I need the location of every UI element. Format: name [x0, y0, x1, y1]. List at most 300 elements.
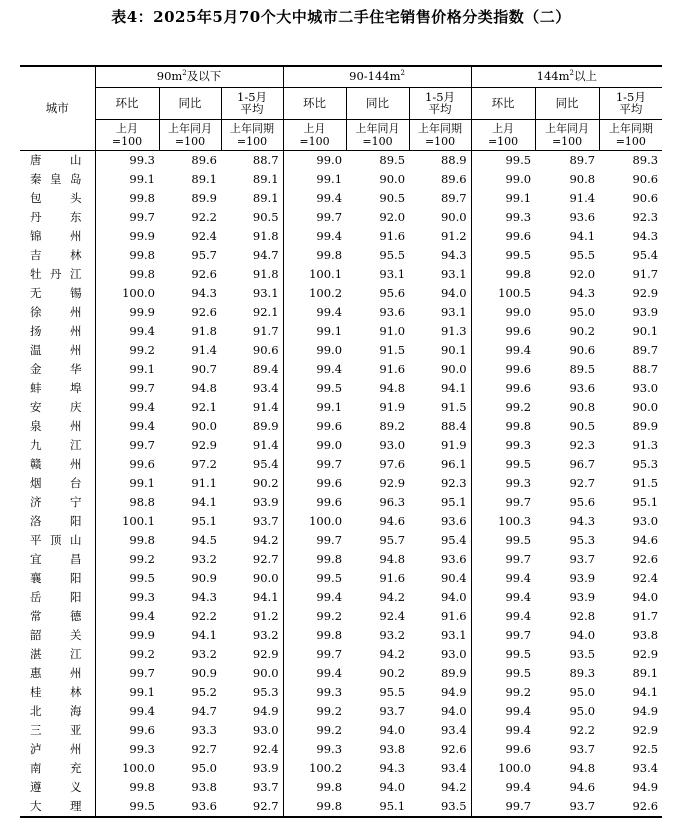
index-value-cell: 95.7: [379, 532, 406, 547]
index-value-cell: 94.8: [379, 380, 406, 395]
index-value-cell: 95.5: [379, 247, 406, 262]
index-value-cell: 92.2: [569, 722, 596, 737]
index-value-cell: 99.7: [283, 208, 346, 227]
index-value-cell: 90.9: [191, 570, 217, 585]
index-value-cell: 95.1: [346, 797, 409, 817]
index-value-cell: 92.6: [191, 266, 217, 281]
index-value-cell: 95.5: [569, 247, 596, 262]
index-value-cell: 99.8: [129, 266, 155, 281]
index-value-cell: 91.2: [252, 608, 279, 623]
index-value-cell: 93.9: [569, 570, 596, 585]
index-value-cell: 99.1: [471, 189, 535, 208]
index-value-cell: 99.7: [283, 531, 346, 550]
city-cell: 泉州: [20, 417, 95, 436]
index-value-cell: 90.8: [569, 171, 596, 186]
index-value-cell: 94.3: [569, 513, 596, 528]
index-value-cell: 99.8: [283, 246, 346, 265]
index-value-cell: 90.0: [252, 570, 279, 585]
index-value-cell: 99.5: [95, 797, 159, 817]
index-value-cell: 99.8: [283, 626, 346, 645]
city-cell: 赣州: [20, 455, 95, 474]
index-value-cell: 99.3: [471, 208, 535, 227]
table-row: [20, 436, 662, 455]
index-value-cell: 93.9: [569, 589, 596, 604]
index-value-cell: 90.5: [569, 418, 596, 433]
index-value-cell: 91.0: [379, 323, 406, 338]
sub-header-yoy: 同比: [346, 88, 409, 120]
index-value-cell: 92.9: [191, 437, 217, 452]
index-value-cell: 91.4: [252, 399, 279, 414]
table-row: [20, 379, 662, 398]
index-value-cell: 99.5: [471, 645, 535, 664]
index-value-cell: 99.2: [283, 721, 346, 740]
index-value-cell: 93.7: [569, 551, 596, 566]
index-value-cell: 99.2: [283, 702, 346, 721]
index-value-cell: 94.1: [569, 228, 596, 243]
index-value-cell: 99.2: [129, 646, 155, 661]
base-header-mom: 上月 =100: [471, 120, 535, 151]
index-value-cell: 89.6: [191, 152, 217, 167]
table-row: [20, 607, 662, 626]
table-row: [20, 626, 662, 645]
index-value-cell: 91.3: [440, 323, 467, 338]
index-value-cell: 93.6: [440, 551, 467, 566]
city-cell: 扬州: [20, 322, 95, 341]
index-value-cell: 91.5: [632, 475, 659, 490]
index-value-cell: 92.9: [632, 285, 659, 300]
index-value-cell: 91.9: [440, 437, 467, 452]
index-value-cell: 92.9: [632, 722, 659, 737]
index-value-cell: 90.6: [569, 342, 596, 357]
index-value-cell: 99.6: [471, 322, 535, 341]
index-value-cell: 91.4: [191, 342, 217, 357]
index-value-cell: 94.9: [252, 703, 279, 718]
index-value-cell: 91.6: [379, 570, 406, 585]
group-header-small: $90m^2$及以下: [95, 66, 283, 88]
city-cell: 岳阳: [20, 588, 95, 607]
table-row: [20, 246, 662, 265]
index-value-cell: 93.6: [159, 797, 221, 817]
index-value-cell: 94.1: [632, 684, 659, 699]
index-value-cell: 91.6: [440, 608, 467, 623]
table-row: [20, 550, 662, 569]
index-value-cell: 99.6: [129, 456, 155, 471]
index-value-cell: 99.8: [129, 779, 155, 794]
index-value-cell: 93.2: [191, 551, 217, 566]
index-value-cell: 90.2: [379, 665, 406, 680]
index-value-cell: 91.4: [252, 437, 279, 452]
index-value-cell: 90.6: [252, 342, 279, 357]
base-header-yoy: 上年同月 =100: [535, 120, 599, 151]
index-value-cell: 94.0: [569, 627, 596, 642]
index-value-cell: 95.3: [632, 456, 659, 471]
index-value-cell: 100.1: [283, 265, 346, 284]
table-row: [20, 645, 662, 664]
index-value-cell: 93.0: [632, 513, 659, 528]
index-value-cell: 88.7: [252, 152, 279, 167]
index-value-cell: 91.3: [632, 437, 659, 452]
index-value-cell: 99.1: [283, 170, 346, 189]
index-value-cell: 99.7: [471, 550, 535, 569]
index-value-cell: 94.3: [191, 589, 217, 604]
index-value-cell: 99.4: [129, 323, 155, 338]
index-value-cell: 93.5: [569, 646, 596, 661]
index-value-cell: 100.3: [471, 512, 535, 531]
index-value-cell: 99.8: [471, 265, 535, 284]
city-cell: 徐州: [20, 303, 95, 322]
city-cell: 北海: [20, 702, 95, 721]
index-value-cell: 99.2: [471, 683, 535, 702]
index-value-cell: 99.4: [283, 189, 346, 208]
index-value-cell: 99.3: [283, 740, 346, 759]
index-value-cell: 89.1: [252, 190, 279, 205]
index-value-cell: 91.4: [569, 190, 596, 205]
index-value-cell: 90.2: [252, 475, 279, 490]
index-value-cell: 90.9: [191, 665, 217, 680]
index-value-cell: 99.4: [471, 778, 535, 797]
index-value-cell: 99.5: [129, 570, 155, 585]
index-value-cell: 95.1: [632, 494, 659, 509]
table-row: [20, 322, 662, 341]
index-value-cell: 99.4: [471, 607, 535, 626]
table-row: [20, 531, 662, 550]
index-value-cell: 93.9: [252, 494, 279, 509]
index-value-cell: 89.6: [440, 171, 467, 186]
index-value-cell: 99.5: [283, 569, 346, 588]
index-value-cell: 99.6: [283, 417, 346, 436]
base-header-yoy: 上年同月 =100: [159, 120, 221, 151]
index-value-cell: 92.9: [252, 646, 279, 661]
city-cell: 锦州: [20, 227, 95, 246]
index-value-cell: 96.7: [569, 456, 596, 471]
index-value-cell: 100.0: [283, 512, 346, 531]
index-value-cell: 95.1: [440, 494, 467, 509]
index-value-cell: 94.1: [191, 494, 217, 509]
index-value-cell: 93.1: [379, 266, 406, 281]
index-value-cell: 93.6: [440, 513, 467, 528]
index-value-cell: 93.7: [569, 741, 596, 756]
index-value-cell: 89.5: [569, 361, 596, 376]
table-row: [20, 683, 662, 702]
index-value-cell: 89.7: [569, 152, 596, 167]
index-value-cell: 93.2: [379, 627, 406, 642]
table-row: [20, 721, 662, 740]
city-cell: 牡丹江: [20, 265, 95, 284]
index-value-cell: 89.9: [252, 418, 279, 433]
index-value-cell: 93.9: [632, 304, 659, 319]
index-value-cell: 99.5: [471, 455, 535, 474]
index-value-cell: 94.3: [632, 228, 659, 243]
index-value-cell: 99.9: [129, 304, 155, 319]
index-value-cell: 92.7: [252, 551, 279, 566]
index-value-cell: 93.6: [379, 304, 406, 319]
index-value-cell: 93.6: [569, 209, 596, 224]
index-value-cell: 95.4: [440, 532, 467, 547]
index-value-cell: 99.6: [283, 474, 346, 493]
index-value-cell: 94.0: [379, 779, 406, 794]
index-value-cell: 99.7: [129, 665, 155, 680]
index-value-cell: 90.5: [252, 209, 279, 224]
index-value-cell: 94.9: [632, 703, 659, 718]
index-value-cell: 93.9: [252, 760, 279, 775]
index-value-cell: 99.8: [471, 417, 535, 436]
index-value-cell: 93.4: [440, 760, 467, 775]
index-value-cell: 91.6: [379, 361, 406, 376]
table-row: [20, 170, 662, 189]
table-row: [20, 702, 662, 721]
index-value-cell: 93.0: [440, 646, 467, 661]
index-value-cell: 90.0: [379, 171, 406, 186]
index-value-cell: 91.2: [440, 228, 467, 243]
index-value-cell: 93.8: [632, 627, 659, 642]
index-value-cell: 93.4: [440, 722, 467, 737]
index-value-cell: 99.6: [471, 379, 535, 398]
index-value-cell: 94.0: [440, 589, 467, 604]
index-value-cell: 93.7: [535, 797, 599, 817]
index-value-cell: 95.1: [191, 513, 217, 528]
index-value-cell: 89.3: [569, 665, 596, 680]
index-value-cell: 92.2: [191, 209, 217, 224]
index-value-cell: 95.7: [191, 247, 217, 262]
index-value-cell: 99.8: [129, 247, 155, 262]
index-value-cell: 98.8: [129, 494, 155, 509]
index-value-cell: 95.0: [569, 703, 596, 718]
index-value-cell: 94.5: [191, 532, 217, 547]
index-value-cell: 99.5: [471, 246, 535, 265]
city-cell: 惠州: [20, 664, 95, 683]
index-value-cell: 93.2: [191, 646, 217, 661]
index-value-cell: 92.7: [191, 741, 217, 756]
index-value-cell: 92.2: [191, 608, 217, 623]
index-value-cell: 91.7: [632, 608, 659, 623]
table-row: [20, 208, 662, 227]
sub-header-yoy: 同比: [159, 88, 221, 120]
index-value-cell: 93.2: [252, 627, 279, 642]
index-value-cell: 99.0: [283, 436, 346, 455]
index-value-cell: 93.7: [252, 779, 279, 794]
index-value-cell: 95.0: [191, 760, 217, 775]
city-cell: 南充: [20, 759, 95, 778]
city-cell: 丹东: [20, 208, 95, 227]
index-value-cell: 90.2: [569, 323, 596, 338]
base-header-ytd-avg: 上年同期 =100: [409, 120, 471, 151]
index-value-cell: 88.4: [440, 418, 467, 433]
index-value-cell: 99.8: [283, 797, 346, 817]
index-value-cell: 89.4: [252, 361, 279, 376]
index-value-cell: 93.7: [379, 703, 406, 718]
index-value-cell: 100.2: [283, 759, 346, 778]
index-value-cell: 94.0: [379, 722, 406, 737]
index-value-cell: 93.6: [569, 380, 596, 395]
city-cell: 湛江: [20, 645, 95, 664]
index-value-cell: 91.8: [252, 266, 279, 281]
index-value-cell: 95.6: [379, 285, 406, 300]
index-value-cell: 92.3: [632, 209, 659, 224]
table-row: [20, 265, 662, 284]
index-value-cell: 90.0: [191, 418, 217, 433]
index-value-cell: 99.6: [471, 227, 535, 246]
city-cell: 吉林: [20, 246, 95, 265]
index-value-cell: 99.4: [471, 569, 535, 588]
city-cell: 蚌埠: [20, 379, 95, 398]
table-row: [20, 227, 662, 246]
index-value-cell: 96.3: [379, 494, 406, 509]
index-value-cell: 100.5: [471, 284, 535, 303]
index-value-cell: 93.4: [252, 380, 279, 395]
city-cell: 烟台: [20, 474, 95, 493]
index-value-cell: 99.7: [471, 626, 535, 645]
city-cell: 襄阳: [20, 569, 95, 588]
table-row: [20, 778, 662, 797]
index-value-cell: 91.5: [440, 399, 467, 414]
index-value-cell: 95.3: [569, 532, 596, 547]
index-value-cell: 89.9: [440, 665, 467, 680]
city-cell: 唐山: [20, 151, 95, 171]
base-header-ytd-avg: 上年同期 =100: [221, 120, 283, 151]
table-row: [20, 284, 662, 303]
index-value-cell: 93.0: [632, 380, 659, 395]
index-value-cell: 94.6: [379, 513, 406, 528]
index-value-cell: 99.3: [471, 474, 535, 493]
table-row: [20, 493, 662, 512]
sub-header-ytd-avg: 1-5月 平均: [599, 88, 662, 120]
city-cell: 济宁: [20, 493, 95, 512]
table-row: [20, 759, 662, 778]
index-value-cell: 94.7: [252, 247, 279, 262]
index-value-cell: 99.4: [471, 588, 535, 607]
sub-header-yoy: 同比: [535, 88, 599, 120]
index-value-cell: 93.0: [252, 722, 279, 737]
sub-header-ytd-avg: 1-5月 平均: [409, 88, 471, 120]
index-value-cell: 99.1: [129, 684, 155, 699]
index-value-cell: 94.6: [632, 532, 659, 547]
index-value-cell: 92.0: [569, 266, 596, 281]
index-value-cell: 93.1: [252, 285, 279, 300]
index-value-cell: 99.1: [283, 322, 346, 341]
index-value-cell: 90.0: [252, 665, 279, 680]
index-value-cell: 99.1: [129, 171, 155, 186]
index-value-cell: 99.9: [129, 228, 155, 243]
index-value-cell: 94.0: [440, 703, 467, 718]
index-value-cell: 99.3: [471, 436, 535, 455]
city-cell: 泸州: [20, 740, 95, 759]
city-cell: 韶关: [20, 626, 95, 645]
index-value-cell: 92.6: [440, 741, 467, 756]
index-value-cell: 99.5: [471, 151, 535, 171]
index-value-cell: 99.2: [471, 398, 535, 417]
index-value-cell: 99.5: [471, 531, 535, 550]
index-value-cell: 97.6: [379, 456, 406, 471]
table-row: [20, 455, 662, 474]
index-value-cell: 99.6: [471, 740, 535, 759]
index-value-cell: 96.1: [440, 456, 467, 471]
table-row: [20, 588, 662, 607]
index-value-cell: 99.2: [283, 607, 346, 626]
index-value-cell: 91.7: [632, 266, 659, 281]
index-value-cell: 91.5: [379, 342, 406, 357]
index-value-cell: 99.4: [129, 703, 155, 718]
table-body: [20, 151, 662, 818]
index-value-cell: 99.8: [283, 778, 346, 797]
index-value-cell: 94.0: [632, 589, 659, 604]
city-cell: 秦皇岛: [20, 170, 95, 189]
table-header: [20, 66, 662, 151]
index-value-cell: 95.0: [569, 684, 596, 699]
price-index-table: [20, 65, 662, 818]
city-cell: 金华: [20, 360, 95, 379]
index-value-cell: 99.4: [283, 360, 346, 379]
group-header-medium: $90-144m^2$: [283, 66, 471, 88]
index-value-cell: 94.3: [379, 760, 406, 775]
index-value-cell: 92.4: [632, 570, 659, 585]
group-header-large: $144m^2$以上: [471, 66, 662, 88]
index-value-cell: 89.3: [632, 152, 659, 167]
index-value-cell: 99.2: [129, 342, 155, 357]
index-value-cell: 94.2: [379, 589, 406, 604]
index-value-cell: 94.2: [440, 779, 467, 794]
index-value-cell: 90.8: [569, 399, 596, 414]
index-value-cell: 99.1: [129, 475, 155, 490]
index-value-cell: 99.1: [283, 398, 346, 417]
index-value-cell: 94.9: [440, 684, 467, 699]
sub-header-mom: 环比: [283, 88, 346, 120]
index-value-cell: 90.1: [632, 323, 659, 338]
index-value-cell: 99.3: [129, 589, 155, 604]
index-value-cell: 100.0: [122, 760, 155, 775]
index-value-cell: 91.9: [379, 399, 406, 414]
index-value-cell: 99.4: [471, 341, 535, 360]
index-value-cell: 99.7: [283, 455, 346, 474]
index-value-cell: 99.5: [283, 379, 346, 398]
index-value-cell: 94.7: [191, 703, 217, 718]
index-value-cell: 100.1: [122, 513, 155, 528]
city-column-header: 城市: [20, 66, 95, 151]
index-value-cell: 94.9: [632, 779, 659, 794]
index-value-cell: 95.3: [252, 684, 279, 699]
index-value-cell: 92.8: [569, 608, 596, 623]
index-value-cell: 100.0: [122, 285, 155, 300]
index-value-cell: 88.7: [632, 361, 659, 376]
index-value-cell: 92.5: [632, 741, 659, 756]
index-value-cell: 92.7: [569, 475, 596, 490]
index-value-cell: 95.2: [191, 684, 217, 699]
index-value-cell: 89.1: [632, 665, 659, 680]
index-value-cell: 99.4: [129, 399, 155, 414]
index-value-cell: 90.0: [632, 399, 659, 414]
index-value-cell: 89.9: [191, 190, 217, 205]
index-value-cell: 93.3: [191, 722, 217, 737]
index-value-cell: 91.8: [252, 228, 279, 243]
index-value-cell: 99.4: [283, 664, 346, 683]
index-value-cell: 90.1: [440, 342, 467, 357]
index-value-cell: 93.1: [440, 627, 467, 642]
sub-header-ytd-avg: 1-5月 平均: [221, 88, 283, 120]
index-value-cell: 90.0: [440, 361, 467, 376]
index-value-cell: 89.9: [632, 418, 659, 433]
index-value-cell: 92.6: [632, 551, 659, 566]
index-value-cell: 99.7: [471, 493, 535, 512]
index-value-cell: 93.4: [632, 760, 659, 775]
index-value-cell: 90.0: [440, 209, 467, 224]
table-title: 表4：2025年5月70个大中城市二手住宅销售价格分类指数（二）: [111, 8, 571, 26]
index-value-cell: 94.8: [569, 760, 596, 775]
city-cell: 大理: [20, 797, 95, 817]
base-header-ytd-avg: 上年同期 =100: [599, 120, 662, 151]
index-value-cell: 92.3: [440, 475, 467, 490]
city-cell: 包头: [20, 189, 95, 208]
index-value-cell: 91.1: [191, 475, 217, 490]
city-cell: 宜昌: [20, 550, 95, 569]
